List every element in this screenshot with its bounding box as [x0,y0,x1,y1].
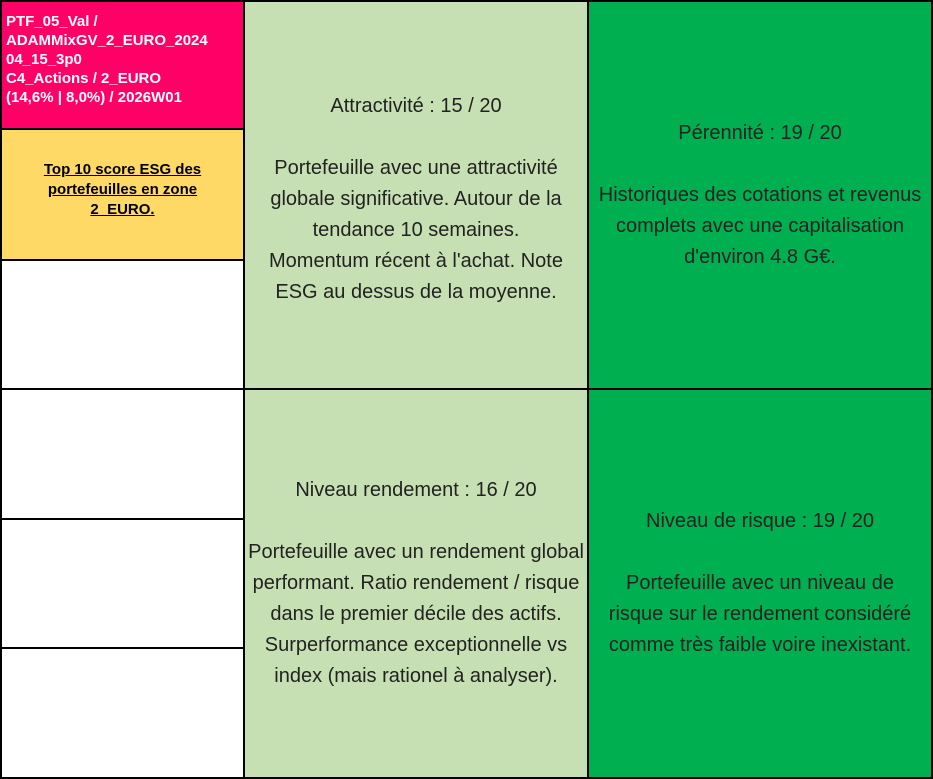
perennite-body: Historiques des cotations et revenus complets avec une capitalisation d'environ 4.8 G€. [598,183,922,268]
risque-cell [587,388,933,779]
attractivite-cell [243,0,589,390]
empty-cell [0,259,245,390]
header-line: 04_15_3p0 [6,51,82,68]
attractivite-heading: Attractivité : 15 / 20 [330,94,502,117]
risque-body: Portefeuille avec un niveau de risque sur le rendement considéré comme très faible voire inexistant. [608,572,912,656]
attractivite-body: Portefeuille avec une attractivité globale significative. Autour de la tendance 10 semaines. Momentum récent à l'achat. Note ESG au dessus de la moyenne. [269,156,563,303]
rendement-body: Portefeuille avec un rendement global performant. Ratio rendement / risque dans le premier décile des actifs. Surperformance exceptionnelle vs index (mais rationel à analyser). [248,541,584,687]
risque-heading: Niveau de risque : 19 / 20 [646,510,874,532]
rendement-cell [243,388,589,779]
portfolio-header-cell [0,0,245,130]
perennite-heading: Pérennité : 19 / 20 [678,121,842,144]
title-text: Top 10 score ESG des portefeuilles en zone 2_EURO. [43,161,202,218]
empty-cell [0,518,245,649]
rendement-heading: Niveau rendement : 16 / 20 [295,479,537,501]
title-box [0,128,245,261]
header-line: ADAMMixGV_2_EURO_2024 [6,32,208,49]
perennite-cell [587,0,933,390]
header-line: PTF_05_Val / [6,13,98,30]
empty-cell [0,647,245,779]
header-line: C4_Actions / 2_EURO [6,70,162,87]
empty-cell [0,388,245,520]
header-line: (14,6% | 8,0%) / 2026W01 [6,89,182,106]
